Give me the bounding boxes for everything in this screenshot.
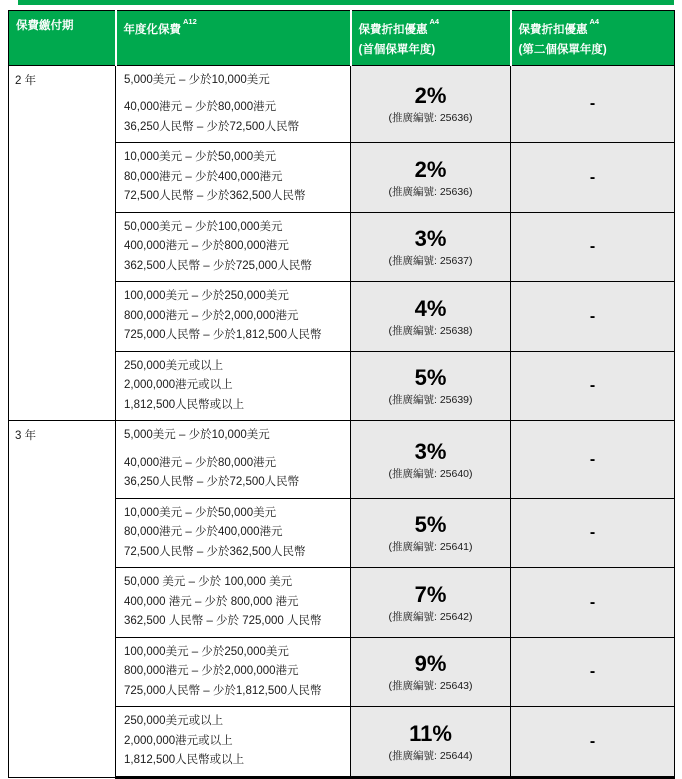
header-discount-first-year-label: 保費折扣優惠 bbox=[358, 23, 428, 36]
discount-cell bbox=[351, 568, 511, 638]
second-year-discount: - bbox=[511, 143, 675, 213]
tier-line: 250,000美元或以上 bbox=[124, 715, 224, 728]
discount-value: 3% bbox=[414, 438, 447, 464]
premium-discount-table bbox=[8, 10, 675, 779]
tier-line: 100,000美元 – 少於250,000美元 bbox=[124, 290, 289, 303]
premium-tier-cell bbox=[116, 351, 351, 421]
header-payment-period-label: 保費繳付期 bbox=[16, 20, 74, 32]
promo-code: (推廣編號: 25639) bbox=[388, 394, 473, 407]
second-year-discount: - bbox=[511, 282, 675, 352]
header-discount-first-year bbox=[351, 11, 511, 66]
premium-tier-cell bbox=[116, 212, 351, 282]
header-discount-second-year-subtitle: (第二個保單年度) bbox=[518, 43, 607, 56]
payment-period-cell: 2 年 bbox=[9, 65, 116, 421]
tier-line: 40,000港元 – 少於80,000港元 bbox=[124, 101, 277, 114]
tier-line: 72,500人民幣 – 少於362,500人民幣 bbox=[124, 190, 306, 203]
footnote-ref-a4: A4 bbox=[589, 17, 600, 26]
tier-line: 50,000 美元 – 少於 100,000 美元 bbox=[124, 576, 293, 589]
discount-cell bbox=[351, 282, 511, 352]
header-discount-second-year-title bbox=[519, 16, 668, 40]
tier-line: 725,000人民幣 – 少於1,812,500人民幣 bbox=[124, 329, 322, 342]
header-payment-period bbox=[9, 11, 116, 66]
header-annualized-premium-label: 年度化保費 bbox=[123, 23, 181, 36]
tier-line: 362,500 人民幣 – 少於 725,000 人民幣 bbox=[124, 615, 322, 628]
second-year-discount: - bbox=[511, 351, 675, 421]
promo-code: (推廣編號: 25638) bbox=[388, 324, 473, 337]
tier-line: 36,250人民幣 – 少於72,500人民幣 bbox=[124, 120, 300, 133]
discount-cell bbox=[351, 65, 511, 143]
discount-value: 9% bbox=[414, 651, 447, 677]
tier-line: 100,000美元 – 少於250,000美元 bbox=[124, 645, 289, 658]
discount-value: 5% bbox=[414, 512, 447, 538]
premium-tier-cell bbox=[116, 568, 351, 638]
promo-code: (推廣編號: 25637) bbox=[388, 255, 473, 268]
tier-line: 72,500人民幣 – 少於362,500人民幣 bbox=[124, 545, 306, 558]
tier-line: 50,000美元 – 少於100,000美元 bbox=[124, 220, 283, 233]
discount-value: 11% bbox=[409, 720, 452, 746]
discount-value: 5% bbox=[414, 365, 447, 391]
payment-period-cell: 3 年 bbox=[9, 421, 116, 778]
discount-value: 7% bbox=[414, 581, 447, 607]
discount-cell bbox=[351, 707, 511, 778]
header-discount-first-year-title bbox=[359, 16, 503, 40]
tier-line: 40,000港元 – 少於80,000港元 bbox=[124, 456, 277, 469]
promo-code: (推廣編號: 25644) bbox=[388, 749, 473, 762]
tier-line: 800,000港元 – 少於2,000,000港元 bbox=[124, 665, 299, 678]
promo-code: (推廣編號: 25636) bbox=[388, 185, 473, 198]
promo-code: (推廣編號: 25640) bbox=[388, 467, 473, 480]
discount-cell bbox=[351, 637, 511, 707]
tier-line: 1,812,500人民幣或以上 bbox=[124, 754, 245, 767]
promo-code: (推廣編號: 25636) bbox=[388, 112, 473, 125]
tier-line: 5,000美元 – 少於10,000美元 bbox=[124, 429, 270, 442]
tier-line: 2,000,000港元或以上 bbox=[124, 734, 233, 747]
header-discount-first-year-subtitle: (首個保單年度) bbox=[358, 43, 436, 56]
premium-tier-cell bbox=[116, 143, 351, 213]
premium-tier-cell bbox=[116, 498, 351, 568]
second-year-discount: - bbox=[511, 421, 675, 499]
premium-tier-cell bbox=[116, 65, 351, 143]
discount-value: 2% bbox=[414, 156, 447, 182]
discount-cell bbox=[351, 143, 511, 213]
discount-value: 2% bbox=[414, 83, 447, 109]
header-annualized-premium bbox=[116, 11, 351, 66]
discount-cell bbox=[351, 421, 511, 499]
tier-line: 400,000 港元 – 少於 800,000 港元 bbox=[124, 595, 299, 608]
tier-line: 2,000,000港元或以上 bbox=[124, 379, 233, 392]
discount-value: 4% bbox=[414, 295, 447, 321]
second-year-discount: - bbox=[511, 707, 675, 778]
tier-line: 400,000港元 – 少於800,000港元 bbox=[124, 240, 289, 253]
second-year-discount: - bbox=[511, 637, 675, 707]
tier-line: 250,000美元或以上 bbox=[124, 359, 224, 372]
second-year-discount: - bbox=[511, 212, 675, 282]
tier-line: 10,000美元 – 少於50,000美元 bbox=[124, 506, 277, 519]
promo-code: (推廣編號: 25641) bbox=[388, 541, 473, 554]
tier-line: 1,812,500人民幣或以上 bbox=[124, 398, 245, 411]
tier-line: 80,000港元 – 少於400,000港元 bbox=[124, 526, 283, 539]
second-year-discount: - bbox=[511, 498, 675, 568]
table-row bbox=[9, 65, 675, 143]
discount-value: 3% bbox=[414, 226, 447, 252]
tier-line: 362,500人民幣 – 少於725,000人民幣 bbox=[124, 259, 312, 272]
tier-line: 800,000港元 – 少於2,000,000港元 bbox=[124, 309, 299, 322]
table-header-row bbox=[9, 11, 675, 66]
green-divider-sliver bbox=[18, 0, 674, 5]
header-discount-second-year-label: 保費折扣優惠 bbox=[518, 23, 588, 36]
tier-line: 725,000人民幣 – 少於1,812,500人民幣 bbox=[124, 684, 322, 697]
table-row bbox=[9, 421, 675, 499]
premium-tier-cell bbox=[116, 637, 351, 707]
premium-tier-cell bbox=[116, 421, 351, 499]
footnote-ref-a4: A4 bbox=[429, 17, 440, 26]
tier-line: 36,250人民幣 – 少於72,500人民幣 bbox=[124, 476, 300, 489]
premium-tier-cell bbox=[116, 282, 351, 352]
premium-tier-cell bbox=[116, 707, 351, 778]
footnote-ref-a12: A12 bbox=[183, 17, 197, 26]
second-year-discount: - bbox=[511, 65, 675, 143]
tier-line: 80,000港元 – 少於400,000港元 bbox=[124, 170, 283, 183]
discount-cell bbox=[351, 498, 511, 568]
discount-cell bbox=[351, 212, 511, 282]
discount-cell bbox=[351, 351, 511, 421]
promo-code: (推廣編號: 25642) bbox=[388, 610, 473, 623]
second-year-discount: - bbox=[511, 568, 675, 638]
tier-line: 5,000美元 – 少於10,000美元 bbox=[124, 73, 270, 86]
header-discount-second-year bbox=[511, 11, 675, 66]
promo-code: (推廣編號: 25643) bbox=[388, 680, 473, 693]
tier-line: 10,000美元 – 少於50,000美元 bbox=[124, 151, 277, 164]
